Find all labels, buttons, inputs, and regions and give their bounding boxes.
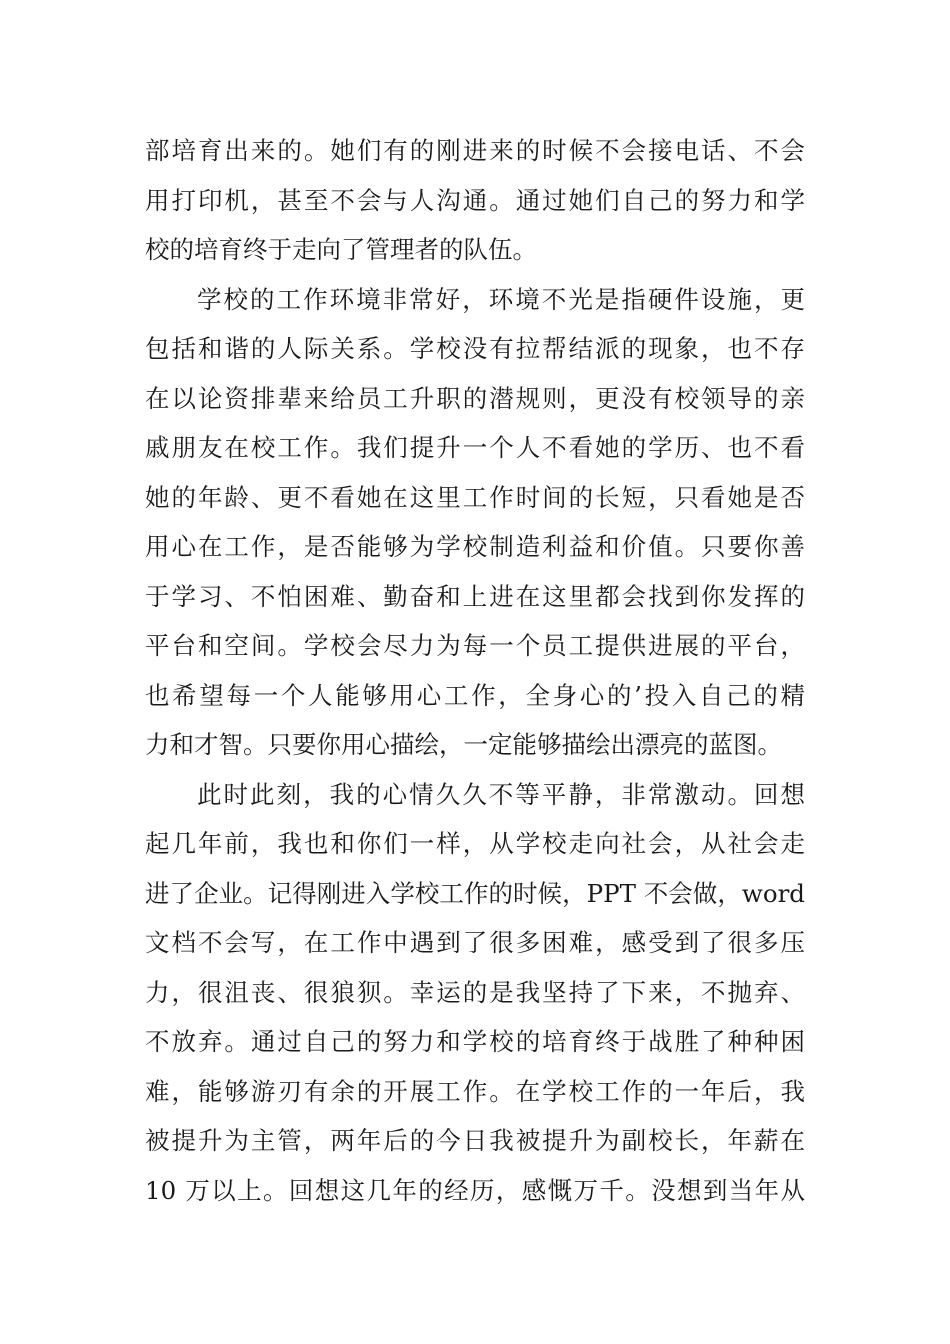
- p1-line-1: 部培育出来的。她们有的刚进来的时候不会接电话、不会: [145, 136, 805, 165]
- p3-line-6: 不放弃。通过自己的努力和学校的培育终于战胜了种种困: [145, 1027, 805, 1056]
- p2-line-9: 也希望每一个人能够用心工作，全身心的’投入自己的精: [145, 680, 805, 710]
- p2-line-1: 学校的工作环境非常好，环境不光是指硬件设施，更: [197, 284, 805, 314]
- p2-line-4: 戚朋友在校工作。我们提升一个人不看她的学历、也不看: [145, 433, 805, 462]
- p3-line-5: 力，很沮丧、很狼狈。幸运的是我坚持了下来，不抛弃、: [145, 977, 805, 1007]
- p3-line-2: 起几年前，我也和你们一样，从学校走向社会，从社会走: [145, 829, 805, 858]
- p3-line-8: 被提升为主管，两年后的今日我被提升为副校长，年薪在: [145, 1126, 805, 1155]
- p2-line-2: 包括和谐的人际关系。学校没有拉帮结派的现象，也不存: [145, 334, 805, 363]
- document-body: [145, 126, 805, 1215]
- p3-line-4: 文档不会写，在工作中遇到了很多困难，感受到了很多压: [145, 928, 805, 957]
- p3-line-1: 此时此刻，我的心情久久不等平静，非常激动。回想: [197, 779, 805, 809]
- p2-line-10: 力和才智。只要你用心描绘，一定能够描绘出漂亮的蓝图。: [145, 730, 782, 759]
- p2-line-5: 她的年龄、更不看她在这里工作时间的长短，只看她是否: [145, 482, 805, 512]
- p3-line-7: 难，能够游刃有余的开展工作。在学校工作的一年后，我: [145, 1076, 805, 1106]
- p2-line-8: 平台和空间。学校会尽力为每一个员工提供进展的平台，: [145, 631, 805, 660]
- p2-line-6: 用心在工作，是否能够为学校制造利益和价值。只要你善: [145, 532, 805, 561]
- p2-line-3: 在以论资排辈来给员工升职的潜规则，更没有校领导的亲: [145, 383, 805, 413]
- p2-line-7: 于学习、不怕困难、勤奋和上进在这里都会找到你发挥的: [145, 581, 805, 611]
- p1-line-2: 用打印机，甚至不会与人沟通。通过她们自己的努力和学: [145, 185, 805, 215]
- p1-line-3: 校的培育终于走向了管理者的队伍。: [145, 235, 537, 264]
- p3-line-9: 10 万以上。回想这几年的经历，感慨万千。没想到当年从: [145, 1175, 805, 1205]
- p3-line-3: 进了企业。记得刚进入学校工作的时候，PPT 不会做，word: [145, 878, 805, 908]
